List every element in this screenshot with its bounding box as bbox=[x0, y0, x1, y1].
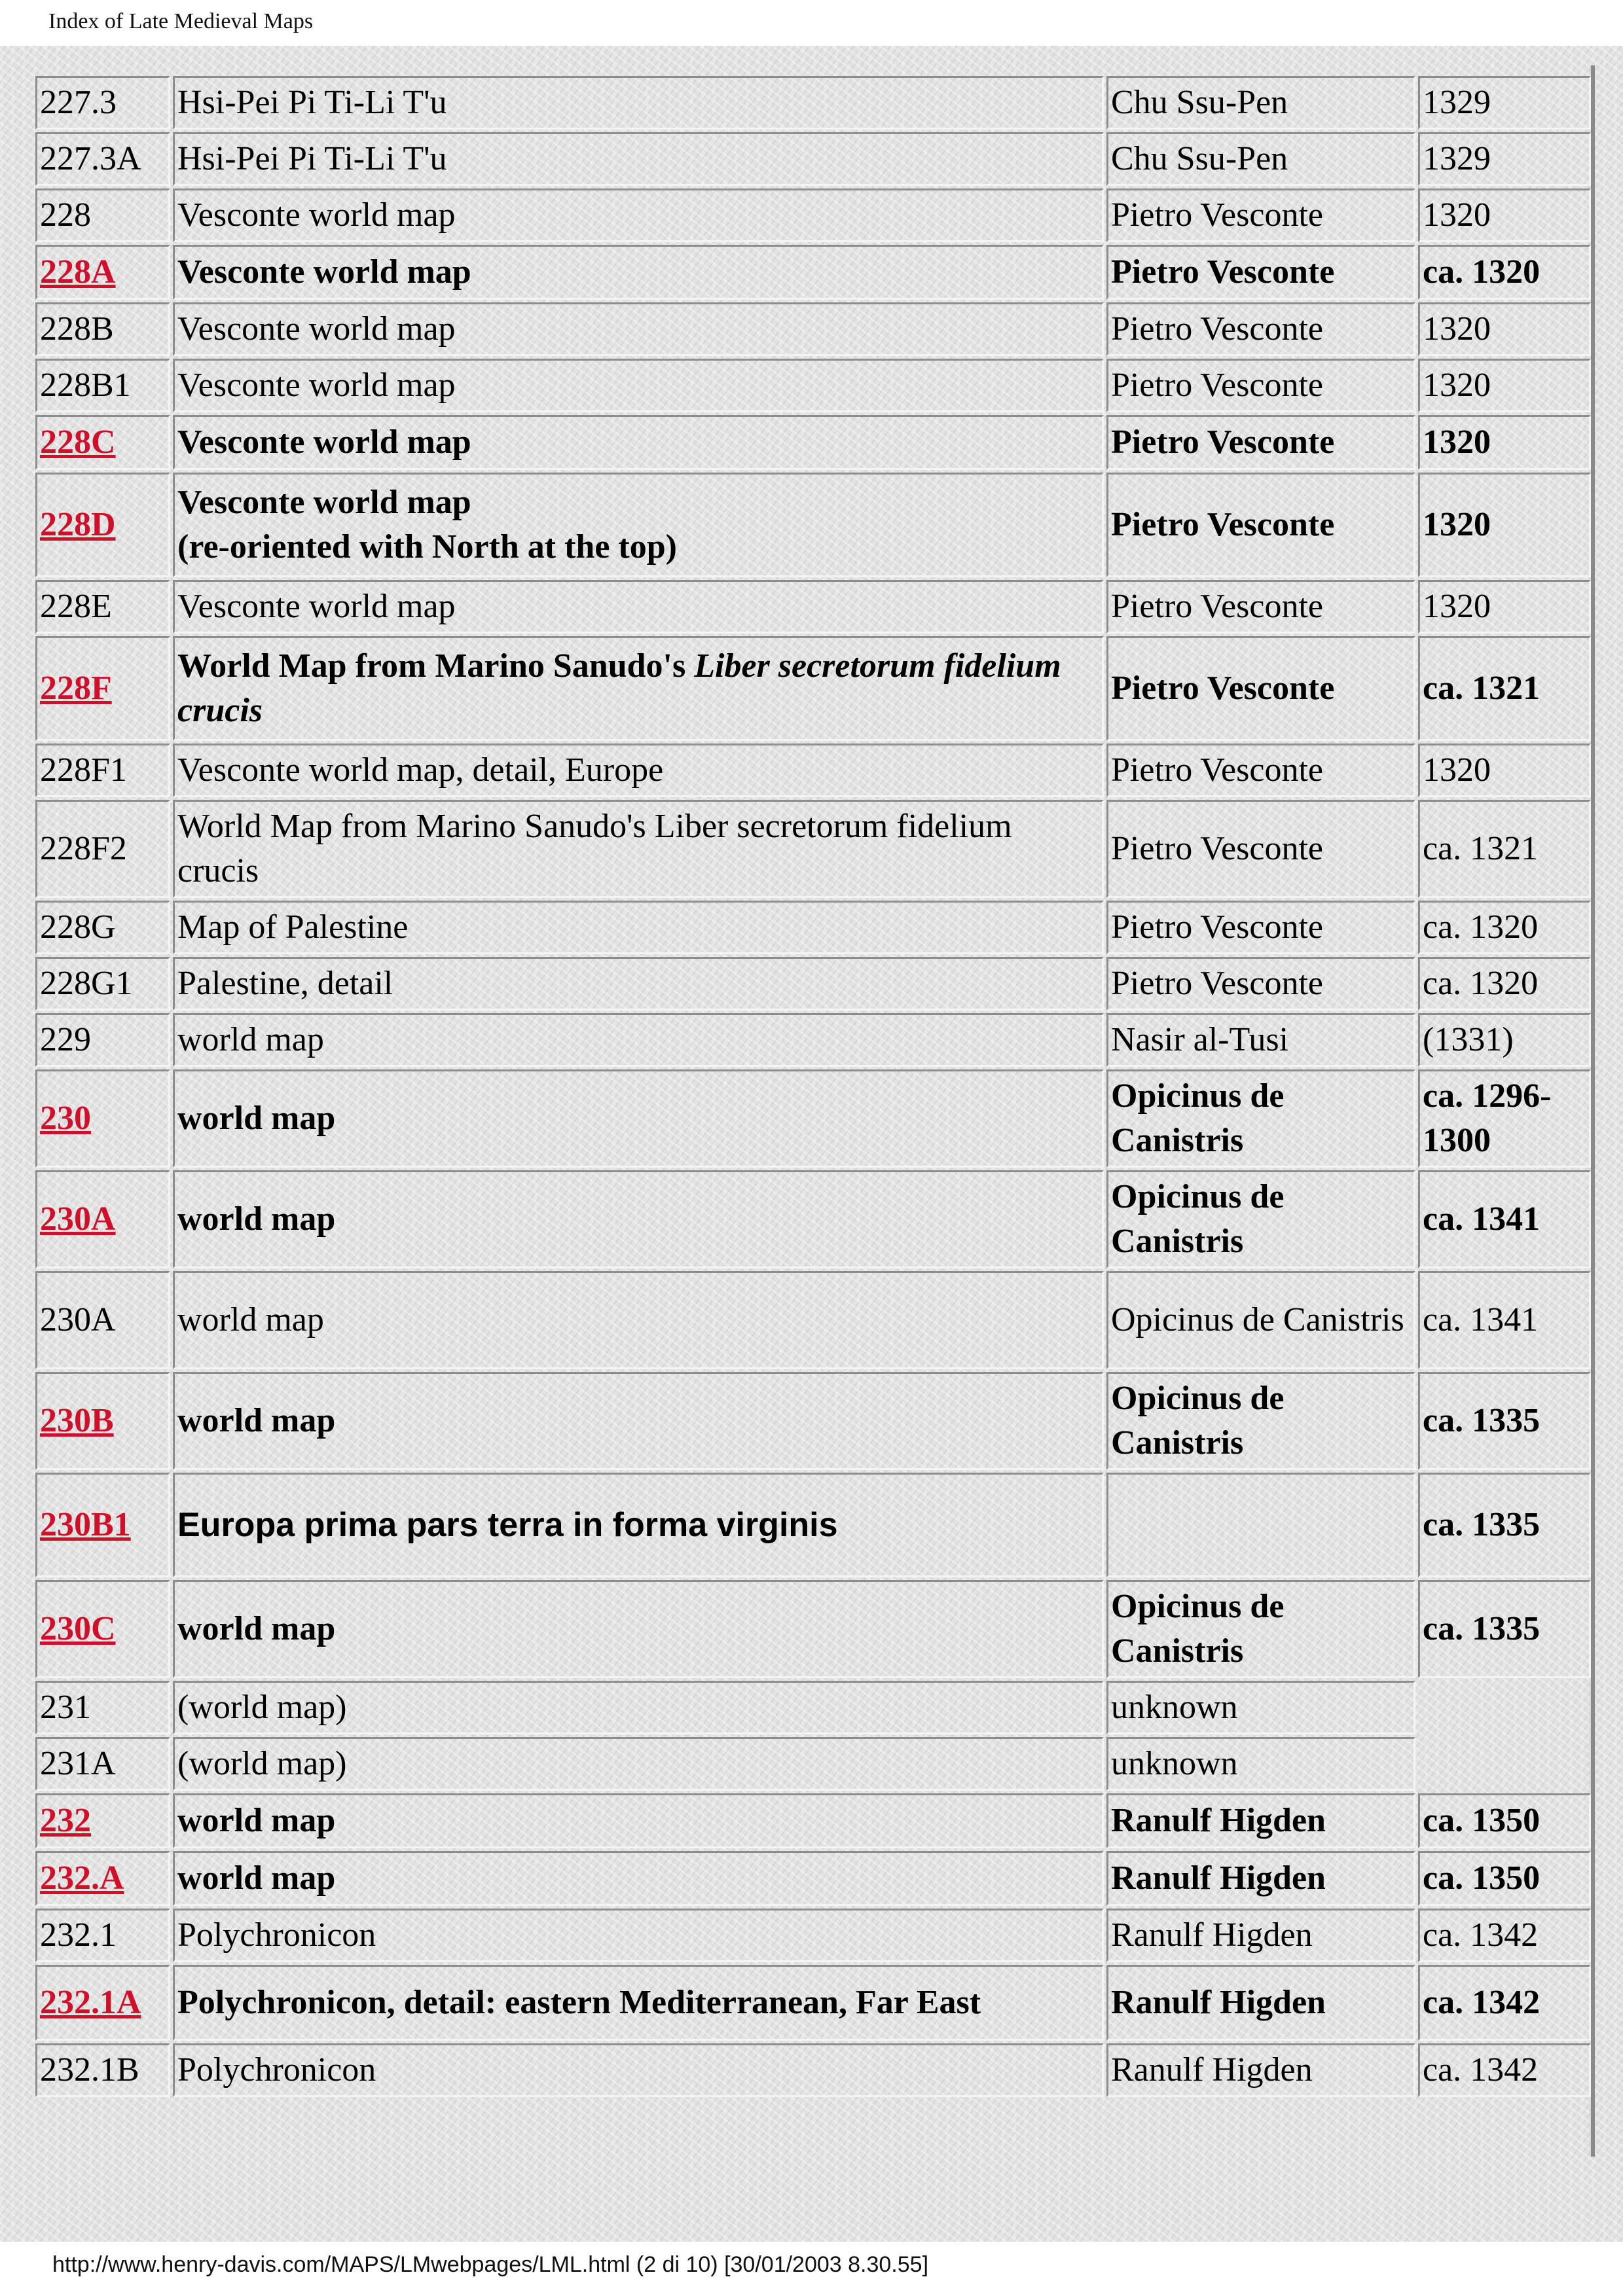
table-row bbox=[35, 188, 1591, 242]
table-row bbox=[35, 1013, 1591, 1067]
map-title: world map bbox=[173, 1271, 1104, 1369]
table-row bbox=[35, 1793, 1591, 1848]
map-title-line: Vesconte world map bbox=[177, 484, 471, 521]
map-id: 232.1B bbox=[35, 2043, 170, 2097]
map-author: Pietro Vesconte bbox=[1106, 415, 1415, 470]
table-row bbox=[35, 1909, 1591, 1962]
maps-index-table bbox=[33, 73, 1594, 2100]
map-title: World Map from Marino Sanudo's Liber secretorum fidelium crucis bbox=[173, 800, 1104, 898]
map-author bbox=[1106, 1473, 1415, 1577]
map-title: Vesconte world map bbox=[173, 415, 1104, 470]
map-date: ca. 1342 bbox=[1418, 1965, 1591, 2041]
map-title: Vesconte world map bbox=[173, 359, 1104, 412]
map-title: Polychronicon, detail: eastern Mediterranean, Far East bbox=[173, 1965, 1104, 2041]
table-row bbox=[35, 1580, 1591, 1678]
table-row bbox=[35, 2043, 1591, 2097]
table-row bbox=[35, 744, 1591, 797]
map-id: 227.3A bbox=[35, 132, 170, 186]
map-author: Pietro Vesconte bbox=[1106, 188, 1415, 242]
map-author: Pietro Vesconte bbox=[1106, 800, 1415, 898]
map-id-link[interactable]: 232.1A bbox=[40, 1984, 141, 2021]
map-id-cell bbox=[35, 1069, 170, 1168]
map-date bbox=[1418, 1681, 1591, 1734]
map-title-cell bbox=[173, 636, 1104, 741]
table-row bbox=[35, 636, 1591, 741]
map-id-link[interactable]: 230B1 bbox=[40, 1506, 131, 1543]
map-date: 1320 bbox=[1418, 302, 1591, 356]
map-id-link[interactable]: 230A bbox=[40, 1200, 116, 1238]
map-date: ca. 1335 bbox=[1418, 1580, 1591, 1678]
map-title: (world map) bbox=[173, 1681, 1104, 1734]
map-title-prefix: World Map from Marino Sanudo's bbox=[177, 647, 695, 685]
table-row bbox=[35, 1473, 1591, 1577]
map-date: 1329 bbox=[1418, 132, 1591, 186]
map-date: ca. 1320 bbox=[1418, 901, 1591, 954]
map-title: world map bbox=[173, 1372, 1104, 1470]
map-title: Polychronicon bbox=[173, 1909, 1104, 1962]
table-row bbox=[35, 132, 1591, 186]
table-row bbox=[35, 76, 1591, 130]
map-title: world map bbox=[173, 1013, 1104, 1067]
map-id-cell bbox=[35, 1580, 170, 1678]
map-id-link[interactable]: 230C bbox=[40, 1610, 116, 1647]
map-title: world map bbox=[173, 1851, 1104, 1906]
map-date: 1320 bbox=[1418, 473, 1591, 577]
map-author: Pietro Vesconte bbox=[1106, 957, 1415, 1011]
map-id-cell bbox=[35, 636, 170, 741]
map-date: 1320 bbox=[1418, 580, 1591, 634]
map-title: world map bbox=[173, 1793, 1104, 1848]
map-author: Opicinus de Canistris bbox=[1106, 1170, 1415, 1268]
map-author: Chu Ssu-Pen bbox=[1106, 76, 1415, 130]
map-date: ca. 1350 bbox=[1418, 1851, 1591, 1906]
map-date: ca. 1342 bbox=[1418, 2043, 1591, 2097]
map-date: ca. 1350 bbox=[1418, 1793, 1591, 1848]
map-date: 1320 bbox=[1418, 188, 1591, 242]
table-row bbox=[35, 800, 1591, 898]
map-id-cell bbox=[35, 1793, 170, 1848]
map-title: Palestine, detail bbox=[173, 957, 1104, 1011]
map-date: ca. 1335 bbox=[1418, 1473, 1591, 1577]
table-row bbox=[35, 302, 1591, 356]
map-id: 228B1 bbox=[35, 359, 170, 412]
map-title: Vesconte world map, detail, Europe bbox=[173, 744, 1104, 797]
map-date: 1320 bbox=[1418, 415, 1591, 470]
map-author: Pietro Vesconte bbox=[1106, 636, 1415, 741]
map-id: 228B bbox=[35, 302, 170, 356]
map-author: Opicinus de Canistris bbox=[1106, 1372, 1415, 1470]
map-id-link[interactable]: 230B bbox=[40, 1402, 114, 1439]
map-id: 229 bbox=[35, 1013, 170, 1067]
map-date: ca. 1296-1300 bbox=[1418, 1069, 1591, 1168]
map-id: 230A bbox=[35, 1271, 170, 1369]
table-row bbox=[35, 473, 1591, 577]
map-id: 228 bbox=[35, 188, 170, 242]
map-author: Pietro Vesconte bbox=[1106, 901, 1415, 954]
table-row bbox=[35, 245, 1591, 300]
map-id: 228F2 bbox=[35, 800, 170, 898]
map-id-cell bbox=[35, 1473, 170, 1577]
map-date: 1320 bbox=[1418, 744, 1591, 797]
map-title: Europa prima pars terra in forma virginis bbox=[173, 1473, 1104, 1577]
map-id: 228G1 bbox=[35, 957, 170, 1011]
map-author: unknown bbox=[1106, 1681, 1415, 1734]
map-date: ca. 1341 bbox=[1418, 1170, 1591, 1268]
map-id: 232.1 bbox=[35, 1909, 170, 1962]
page-footer-url: http://www.henry-davis.com/MAPS/LMwebpages/LML.html (2 di 10) [30/01/2003 8.30.55] bbox=[52, 2252, 929, 2277]
map-author: Pietro Vesconte bbox=[1106, 245, 1415, 300]
map-title: world map bbox=[173, 1170, 1104, 1268]
map-date: ca. 1335 bbox=[1418, 1372, 1591, 1470]
map-id-cell bbox=[35, 1851, 170, 1906]
table-row bbox=[35, 1737, 1591, 1791]
map-id-cell bbox=[35, 245, 170, 300]
map-title-italic: Liber secretorum fidelium crucis bbox=[177, 647, 1061, 729]
map-date: ca. 1320 bbox=[1418, 245, 1591, 300]
map-id: 228G bbox=[35, 901, 170, 954]
map-id: 231A bbox=[35, 1737, 170, 1791]
map-id-cell bbox=[35, 415, 170, 470]
table-row bbox=[35, 957, 1591, 1011]
map-date: ca. 1342 bbox=[1418, 1909, 1591, 1962]
map-date: ca. 1320 bbox=[1418, 957, 1591, 1011]
map-author: Ranulf Higden bbox=[1106, 1909, 1415, 1962]
table-row bbox=[35, 415, 1591, 470]
map-author: Chu Ssu-Pen bbox=[1106, 132, 1415, 186]
map-id: 231 bbox=[35, 1681, 170, 1734]
map-author: Opicinus de Canistris bbox=[1106, 1271, 1415, 1369]
map-title: world map bbox=[173, 1580, 1104, 1678]
map-author: Nasir al-Tusi bbox=[1106, 1013, 1415, 1067]
map-id-cell bbox=[35, 1372, 170, 1470]
map-id-link[interactable]: 232.A bbox=[40, 1859, 124, 1897]
map-title: Hsi-Pei Pi Ti-Li T'u bbox=[173, 132, 1104, 186]
map-date: ca. 1321 bbox=[1418, 800, 1591, 898]
map-id-link[interactable]: 232 bbox=[40, 1802, 91, 1839]
table-row bbox=[35, 359, 1591, 412]
map-title: (world map) bbox=[173, 1737, 1104, 1791]
table-row bbox=[35, 1681, 1591, 1734]
map-author: unknown bbox=[1106, 1737, 1415, 1791]
map-author: Pietro Vesconte bbox=[1106, 580, 1415, 634]
map-title: Hsi-Pei Pi Ti-Li T'u bbox=[173, 76, 1104, 130]
map-author: Opicinus de Canistris bbox=[1106, 1069, 1415, 1168]
table-row bbox=[35, 1851, 1591, 1906]
map-id: 228E bbox=[35, 580, 170, 634]
table-row bbox=[35, 1170, 1591, 1268]
map-title: Map of Palestine bbox=[173, 901, 1104, 954]
map-id-cell bbox=[35, 1965, 170, 2041]
map-title-cell bbox=[173, 473, 1104, 577]
map-title-line: (re-oriented with North at the top) bbox=[177, 528, 677, 565]
map-author: Opicinus de Canistris bbox=[1106, 1580, 1415, 1678]
map-title: Polychronicon bbox=[173, 2043, 1104, 2097]
map-author: Pietro Vesconte bbox=[1106, 473, 1415, 577]
map-title: Vesconte world map bbox=[173, 188, 1104, 242]
map-author: Pietro Vesconte bbox=[1106, 302, 1415, 356]
map-date bbox=[1418, 1737, 1591, 1791]
table-row bbox=[35, 1965, 1591, 2041]
map-id-link[interactable]: 228D bbox=[40, 506, 116, 543]
map-id: 228F1 bbox=[35, 744, 170, 797]
map-title: world map bbox=[173, 1069, 1104, 1168]
table-row bbox=[35, 1271, 1591, 1369]
map-id-link[interactable]: 228F bbox=[40, 670, 112, 707]
table-row bbox=[35, 1372, 1591, 1470]
map-author: Ranulf Higden bbox=[1106, 1851, 1415, 1906]
table-row bbox=[35, 901, 1591, 954]
table-row bbox=[35, 1069, 1591, 1168]
map-id: 227.3 bbox=[35, 76, 170, 130]
map-date: ca. 1341 bbox=[1418, 1271, 1591, 1369]
map-id-cell bbox=[35, 1170, 170, 1268]
map-title: Vesconte world map bbox=[173, 245, 1104, 300]
map-title: Vesconte world map bbox=[173, 302, 1104, 356]
map-author: Ranulf Higden bbox=[1106, 1965, 1415, 2041]
map-title: Vesconte world map bbox=[173, 580, 1104, 634]
map-date: 1329 bbox=[1418, 76, 1591, 130]
map-id-link[interactable]: 228A bbox=[40, 253, 116, 291]
map-id-link[interactable]: 230 bbox=[40, 1100, 91, 1137]
map-date: 1320 bbox=[1418, 359, 1591, 412]
map-date: ca. 1321 bbox=[1418, 636, 1591, 741]
map-date: (1331) bbox=[1418, 1013, 1591, 1067]
map-id-cell bbox=[35, 473, 170, 577]
map-author: Ranulf Higden bbox=[1106, 1793, 1415, 1848]
map-author: Pietro Vesconte bbox=[1106, 359, 1415, 412]
page-header-title: Index of Late Medieval Maps bbox=[48, 9, 314, 33]
map-author: Ranulf Higden bbox=[1106, 2043, 1415, 2097]
table-row bbox=[35, 580, 1591, 634]
map-id-link[interactable]: 228C bbox=[40, 423, 116, 461]
map-author: Pietro Vesconte bbox=[1106, 744, 1415, 797]
